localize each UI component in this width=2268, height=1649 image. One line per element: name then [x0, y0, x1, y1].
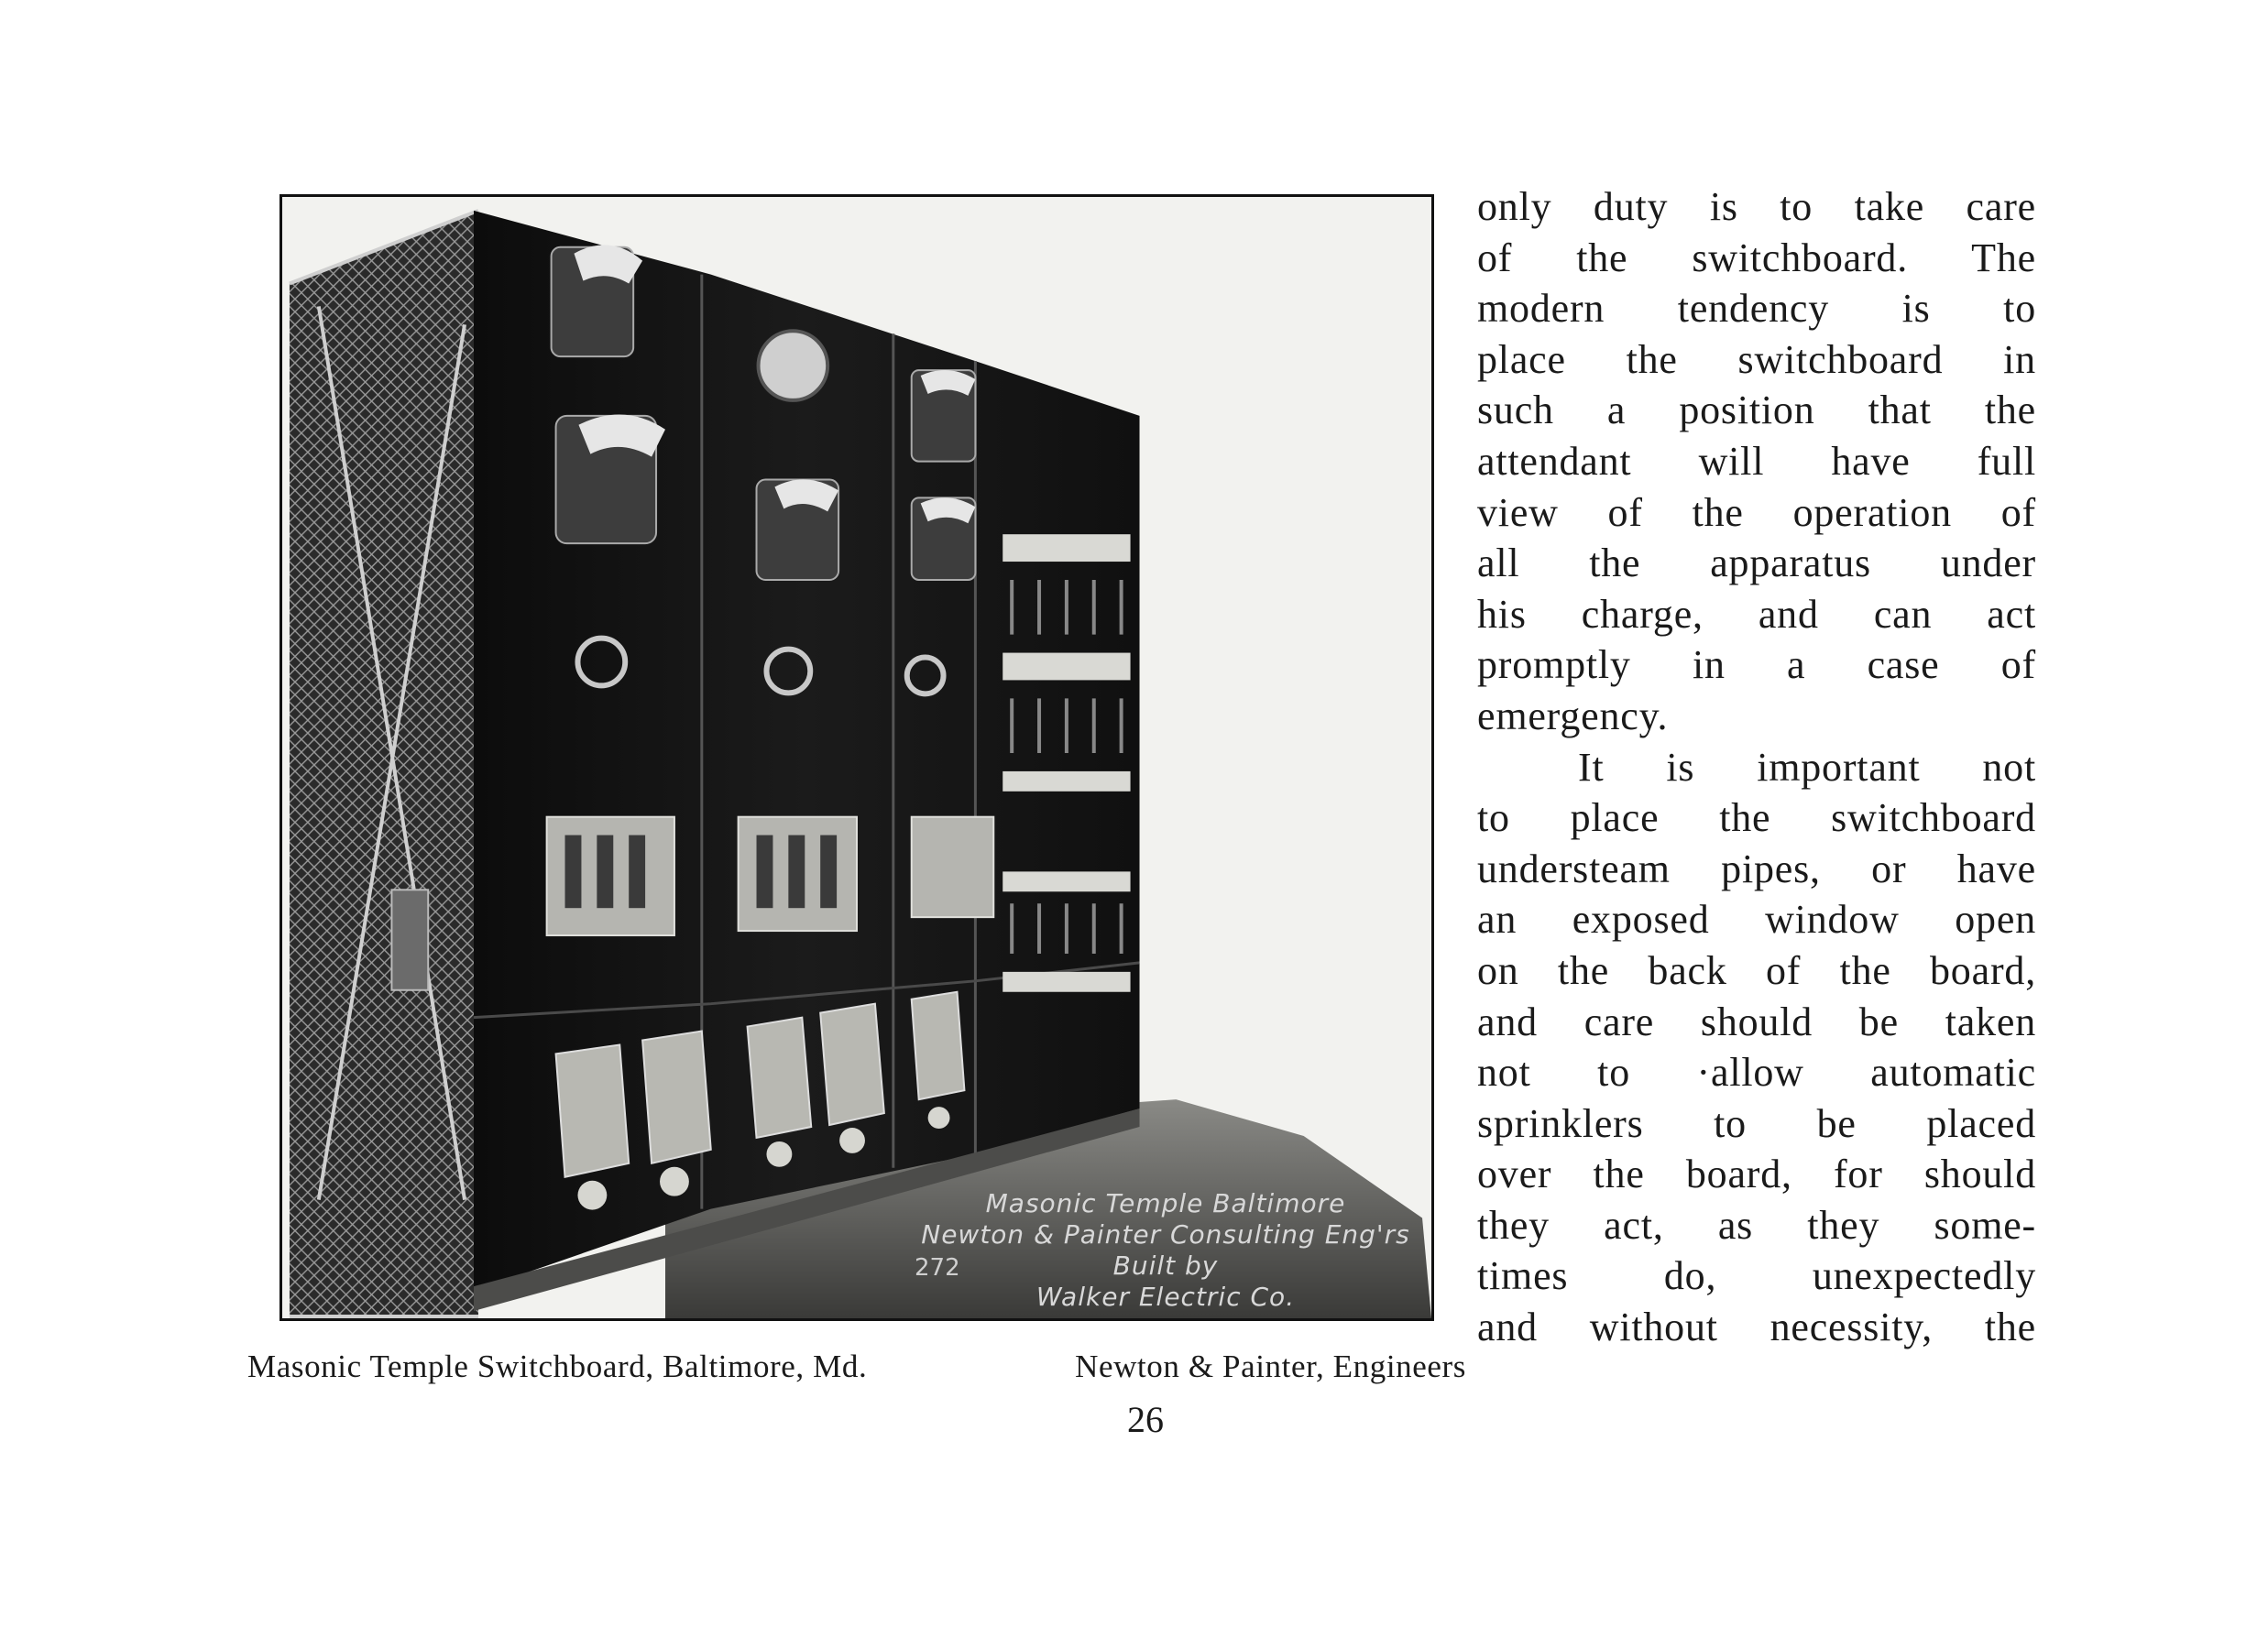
- text-line: not to ·allow automatic: [1477, 1050, 2036, 1096]
- text-line: place the switchboard in: [1477, 336, 2036, 382]
- text-line: such a position that the: [1477, 388, 2036, 433]
- text-line: modern tendency is to: [1477, 286, 2036, 332]
- text-line: to place the switchboard: [1477, 795, 2036, 841]
- text-line: It is important not: [1578, 744, 2036, 790]
- text-line: emergency.: [1477, 693, 1669, 738]
- inscription-line: Masonic Temple Baltimore: [985, 1188, 1346, 1218]
- text-line: all the apparatus under: [1477, 541, 2036, 586]
- text-line: his charge, and can act: [1477, 591, 2036, 637]
- photo-inscription: [909, 1188, 1422, 1313]
- inscription-line: Built by: [1112, 1250, 1219, 1281]
- text-line: and care should be taken: [1477, 999, 2036, 1044]
- photo-caption: [247, 1349, 1466, 1385]
- text-line: on the back of the board,: [1477, 947, 2036, 993]
- text-line: and without necessity, the: [1477, 1305, 2036, 1350]
- text-line: understeam pipes, or have: [1477, 846, 2036, 891]
- text-line: of the switchboard. The: [1477, 235, 2036, 280]
- switchboard-photograph: [279, 194, 1434, 1321]
- text-line: attendant will have full: [1477, 438, 2036, 484]
- text-line: over the board, for should: [1477, 1152, 2036, 1197]
- page-number: 26: [1127, 1399, 1164, 1440]
- inscription-line: Walker Electric Co.: [1035, 1282, 1296, 1312]
- photo-plate-number: 272: [915, 1254, 960, 1282]
- inscription-line: Newton & Painter Consulting Eng'rs: [921, 1219, 1410, 1250]
- text-line: sprinklers to be placed: [1477, 1100, 2036, 1146]
- body-text: [1477, 181, 2036, 1353]
- text-line: they act, as they some-: [1477, 1202, 2036, 1248]
- switchboard-illustration: [282, 197, 1431, 1318]
- text-line: times do, unexpectedly: [1477, 1253, 2036, 1299]
- text-line: an exposed window open: [1477, 897, 2036, 943]
- text-line: promptly in a case of: [1477, 642, 2036, 688]
- text-line: only duty is to take care: [1477, 184, 2036, 229]
- text-line: view of the operation of: [1477, 489, 2036, 535]
- caption-credit: Newton & Painter, Engineers: [1075, 1349, 1466, 1384]
- caption-title: Masonic Temple Switchboard, Baltimore, Md.: [247, 1349, 868, 1384]
